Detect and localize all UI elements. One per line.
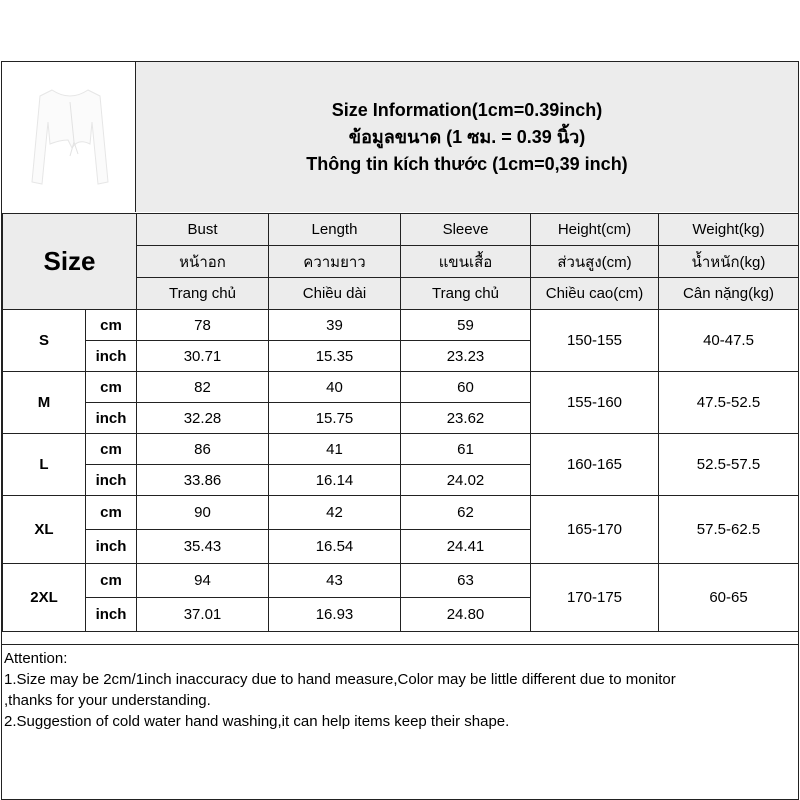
length-value: 43 [269,564,401,598]
length-value: 42 [269,496,401,530]
bust-value: 94 [137,564,269,598]
column-header-height: Height(cm) [531,214,659,246]
size-table [2,213,799,632]
column-header-bust-vi: Trang chủ [137,278,269,310]
bust-value: 32.28 [137,403,269,434]
column-header-height-thai: ส่วนสูง(cm) [531,246,659,278]
weight-value: 47.5-52.5 [659,372,799,434]
sleeve-value: 23.62 [401,403,531,434]
height-value: 170-175 [531,564,659,632]
unit-label: inch [86,598,137,632]
length-value: 39 [269,310,401,341]
height-value: 150-155 [531,310,659,372]
column-header-sleeve-vi: Trang chủ [401,278,531,310]
cropped-cardigan-illustration [30,82,110,192]
length-value: 15.75 [269,403,401,434]
size-label: XL [3,496,86,564]
size-label: S [3,310,86,372]
sleeve-value: 24.41 [401,530,531,564]
bust-value: 35.43 [137,530,269,564]
sleeve-value: 24.80 [401,598,531,632]
bust-value: 33.86 [137,465,269,496]
table-row [3,372,799,403]
sleeve-value: 24.02 [401,465,531,496]
size-label: M [3,372,86,434]
sleeve-value: 60 [401,372,531,403]
length-value: 41 [269,434,401,465]
length-value: 40 [269,372,401,403]
sleeve-value: 62 [401,496,531,530]
height-value: 160-165 [531,434,659,496]
size-label: 2XL [3,564,86,632]
bust-value: 37.01 [137,598,269,632]
weight-value: 40-47.5 [659,310,799,372]
bust-value: 30.71 [137,341,269,372]
unit-label: cm [86,434,137,465]
unit-label: cm [86,496,137,530]
product-photo [2,62,136,212]
length-value: 16.14 [269,465,401,496]
unit-label: inch [86,465,137,496]
length-value: 15.35 [269,341,401,372]
length-value: 16.54 [269,530,401,564]
column-header-weight-vi: Cân nặng(kg) [659,278,799,310]
title-thai: ข้อมูลขนาด (1 ซม. = 0.39 นิ้ว) [348,126,586,147]
weight-value: 52.5-57.5 [659,434,799,496]
sleeve-value: 23.23 [401,341,531,372]
column-header-bust-thai: หน้าอก [137,246,269,278]
note-line: 1.Size may be 2cm/1inch inaccuracy due to hand measure,Color may be little different due to monitor [4,671,676,688]
header-row-english [3,214,799,246]
chart-header [2,62,798,212]
column-header-sleeve-thai: แขนเสื้อ [401,246,531,278]
weight-value: 60-65 [659,564,799,632]
title-english: Size Information(1cm=0.39inch) [331,99,603,120]
column-header-length-vi: Chiều dài [269,278,401,310]
note-line: 2.Suggestion of cold water hand washing,it can help items keep their shape. [4,713,510,730]
note-line: ,thanks for your understanding. [4,692,211,709]
bust-value: 82 [137,372,269,403]
column-header-weight: Weight(kg) [659,214,799,246]
attention-notes [2,644,798,800]
weight-value: 57.5-62.5 [659,496,799,564]
column-header-sleeve: Sleeve [401,214,531,246]
bust-value: 90 [137,496,269,530]
size-label: L [3,434,86,496]
column-header-length-thai: ความยาว [269,246,401,278]
notes-heading: Attention: [4,650,68,667]
bust-value: 78 [137,310,269,341]
unit-label: cm [86,310,137,341]
size-header: Size [3,214,137,310]
table-row [3,496,799,530]
height-value: 155-160 [531,372,659,434]
unit-label: inch [86,341,137,372]
unit-label: cm [86,564,137,598]
column-header-length: Length [269,214,401,246]
unit-label: cm [86,372,137,403]
sleeve-value: 63 [401,564,531,598]
column-header-height-vi: Chiều cao(cm) [531,278,659,310]
title-box [136,62,798,212]
column-header-bust: Bust [137,214,269,246]
column-header-weight-thai: น้ำหนัก(kg) [659,246,799,278]
title-vietnamese: Thông tin kích thước (1cm=0,39 inch) [306,153,628,174]
table-row [3,564,799,598]
length-value: 16.93 [269,598,401,632]
sleeve-value: 59 [401,310,531,341]
sleeve-value: 61 [401,434,531,465]
unit-label: inch [86,403,137,434]
unit-label: inch [86,530,137,564]
height-value: 165-170 [531,496,659,564]
bust-value: 86 [137,434,269,465]
table-row [3,310,799,341]
table-row [3,434,799,465]
size-chart [1,61,799,800]
